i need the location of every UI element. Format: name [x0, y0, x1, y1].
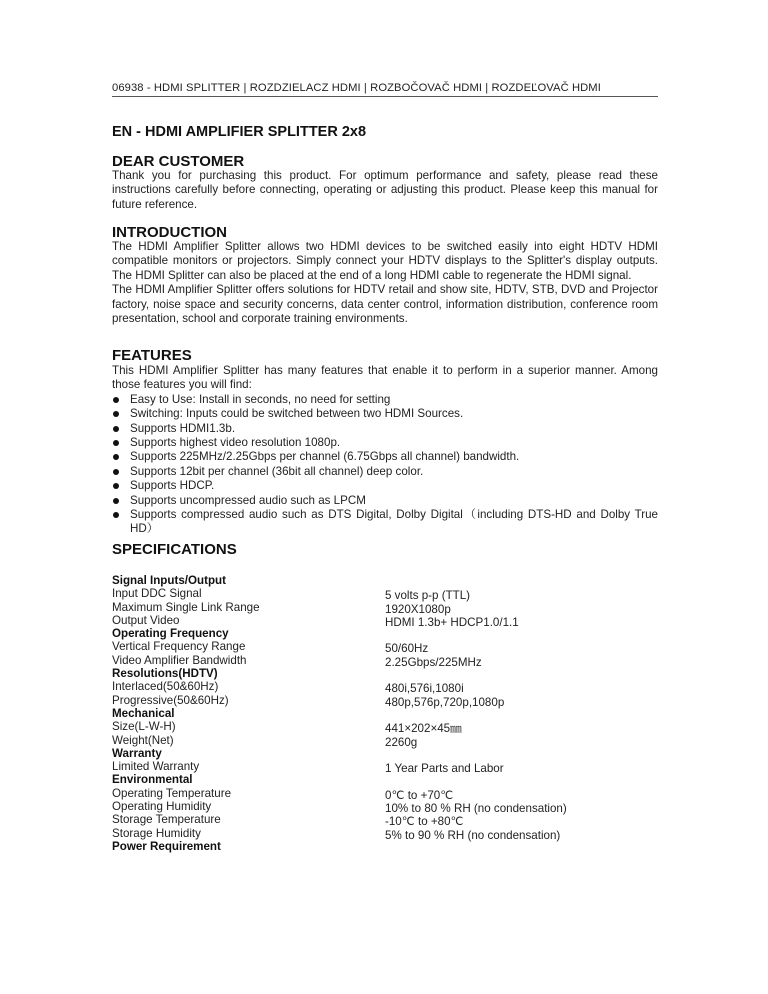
- spec-label: Weight(Net): [112, 733, 174, 747]
- feature-item: [112, 450, 658, 464]
- spec-category: Mechanical: [112, 706, 175, 720]
- spec-value: 480i,576i,1080i: [385, 682, 464, 696]
- spec-row: [112, 720, 658, 736]
- document-title: EN - HDMI AMPLIFIER SPLITTER 2x8: [112, 124, 367, 140]
- feature-text: Supports HDCP.: [130, 479, 215, 493]
- feature-item: [112, 508, 658, 537]
- feature-text: Supports uncompressed audio such as LPCM: [130, 493, 366, 507]
- feature-text: Supports 225MHz/2.25Gbps per channel (6.75Gbps all channel) bandwidth.: [130, 450, 520, 464]
- spec-category: Operating Frequency: [112, 627, 229, 641]
- spec-value: 1920X1080p: [385, 602, 451, 616]
- feature-item: [112, 407, 658, 421]
- spec-row: [112, 813, 658, 829]
- spec-label: Video Amplifier Bandwidth: [112, 653, 247, 667]
- feature-item: [112, 465, 658, 479]
- features-intro: This HDMI Amplifier Splitter has many features that enable it to perform in a superior manner. Among those features you will find:: [112, 364, 658, 392]
- spec-group: [112, 707, 658, 747]
- bullet-icon: [113, 397, 119, 403]
- dear-customer-paragraph: Thank you for purchasing this product. For optimum performance and safety, please read these instructions carefully before connecting, operating or adjusting this product. Please keep this manual for future reference.: [112, 169, 658, 211]
- introduction-heading: INTRODUCTION: [112, 224, 227, 241]
- spec-row: [112, 640, 658, 656]
- spec-label: Output Video: [112, 613, 180, 627]
- spec-value: 5% to 90 % RH (no condensation): [385, 828, 561, 842]
- spec-label: Storage Temperature: [112, 813, 221, 827]
- spec-value: HDMI 1.3b+ HDCP1.0/1.1: [385, 615, 519, 629]
- feature-text: Easy to Use: Install in seconds, no need for setting: [130, 392, 391, 406]
- feature-text: Supports HDMI1.3b.: [130, 421, 236, 435]
- bullet-icon: [113, 426, 119, 432]
- spec-row: [112, 587, 658, 603]
- bullet-icon: [113, 512, 119, 518]
- spec-value: 1 Year Parts and Labor: [385, 762, 504, 776]
- spec-label: Interlaced(50&60Hz): [112, 680, 219, 694]
- bullet-icon: [113, 469, 119, 475]
- spec-category: Resolutions(HDTV): [112, 667, 218, 681]
- spec-row: [112, 694, 658, 707]
- spec-group: [112, 840, 658, 853]
- feature-item: [112, 393, 658, 407]
- spec-category: Environmental: [112, 773, 193, 787]
- spec-value: -10℃ to +80℃: [385, 815, 464, 829]
- introduction-text: [112, 240, 658, 326]
- spec-group: [112, 747, 658, 774]
- spec-group: [112, 773, 658, 842]
- spec-category: Power Requirement: [112, 839, 221, 853]
- feature-item: [112, 494, 658, 508]
- features-list: [112, 393, 658, 537]
- spec-value: 2260g: [385, 735, 418, 749]
- spec-label: Operating Temperature: [112, 786, 232, 800]
- bullet-icon: [113, 440, 119, 446]
- feature-text: Supports highest video resolution 1080p.: [130, 436, 341, 450]
- feature-text: Supports 12bit per channel (36bit all channel) deep color.: [130, 464, 424, 478]
- specifications-table: [112, 574, 658, 853]
- spec-value: 480p,576p,720p,1080p: [385, 695, 505, 709]
- specifications-heading: SPECIFICATIONS: [112, 541, 237, 558]
- features-section: [112, 364, 658, 537]
- spec-category: Signal Inputs/Output: [112, 574, 226, 587]
- spec-row: [112, 680, 658, 696]
- spec-label: Size(L-W-H): [112, 720, 176, 734]
- spec-row: [112, 614, 658, 627]
- spec-label: Input DDC Signal: [112, 587, 202, 601]
- spec-row: [112, 827, 658, 840]
- feature-text: Supports compressed audio such as DTS Digital, Dolby Digital（including DTS-HD and Dolby True HD）: [130, 508, 658, 536]
- bullet-icon: [113, 498, 119, 504]
- spec-value: 10% to 80 % RH (no condensation): [385, 802, 567, 816]
- feature-item: [112, 479, 658, 493]
- bullet-icon: [113, 411, 119, 417]
- spec-row: [112, 601, 658, 614]
- spec-row: [112, 734, 658, 747]
- spec-value: 50/60Hz: [385, 642, 429, 656]
- dear-customer-text: [112, 169, 658, 212]
- spec-value: 2.25Gbps/225MHz: [385, 655, 482, 669]
- spec-label: Storage Humidity: [112, 826, 201, 840]
- spec-label: Maximum Single Link Range: [112, 600, 260, 614]
- spec-row: [112, 787, 658, 800]
- bullet-icon: [113, 454, 119, 460]
- spec-label: Vertical Frequency Range: [112, 640, 246, 654]
- spec-label: Progressive(50&60Hz): [112, 693, 229, 707]
- spec-row: [112, 760, 658, 776]
- spec-category: Warranty: [112, 746, 162, 760]
- spec-group: [112, 574, 658, 627]
- feature-item: [112, 422, 658, 436]
- features-heading: FEATURES: [112, 347, 192, 364]
- page-header: 06938 - HDMI SPLITTER | ROZDZIELACZ HDMI | ROZBOČOVAČ HDMI | ROZDEĽOVAČ HDMI: [112, 82, 658, 97]
- spec-value: 441×202×45㎜: [385, 722, 462, 736]
- introduction-paragraph-1: The HDMI Amplifier Splitter allows two HDMI devices to be switched easily into eight HDTV HDMI compatible monitors or projectors. Simply connect your HDTV displays to the Splitter's display outputs. The HDMI Splitter can also be placed at the end of a long HDMI cable to regenerate the HDMI signal.: [112, 240, 658, 282]
- feature-text: Switching: Inputs could be switched between two HDMI Sources.: [130, 407, 464, 421]
- spec-label: Limited Warranty: [112, 760, 200, 774]
- spec-row: [112, 654, 658, 667]
- feature-item: [112, 436, 658, 450]
- spec-value: 0℃ to +70℃: [385, 788, 454, 802]
- introduction-paragraph-2: The HDMI Amplifier Splitter offers solutions for HDTV retail and show site, HDTV, STB, DVD and Projector factory, noise space and security concerns, data center control, information distribution, conference room presentation, school and corporate training environments.: [112, 283, 658, 326]
- spec-group: [112, 667, 658, 707]
- spec-group: [112, 627, 658, 667]
- spec-label: Operating Humidity: [112, 800, 212, 814]
- bullet-icon: [113, 483, 119, 489]
- dear-customer-heading: DEAR CUSTOMER: [112, 153, 245, 170]
- spec-value: 5 volts p-p (TTL): [385, 589, 471, 603]
- spec-row: [112, 800, 658, 816]
